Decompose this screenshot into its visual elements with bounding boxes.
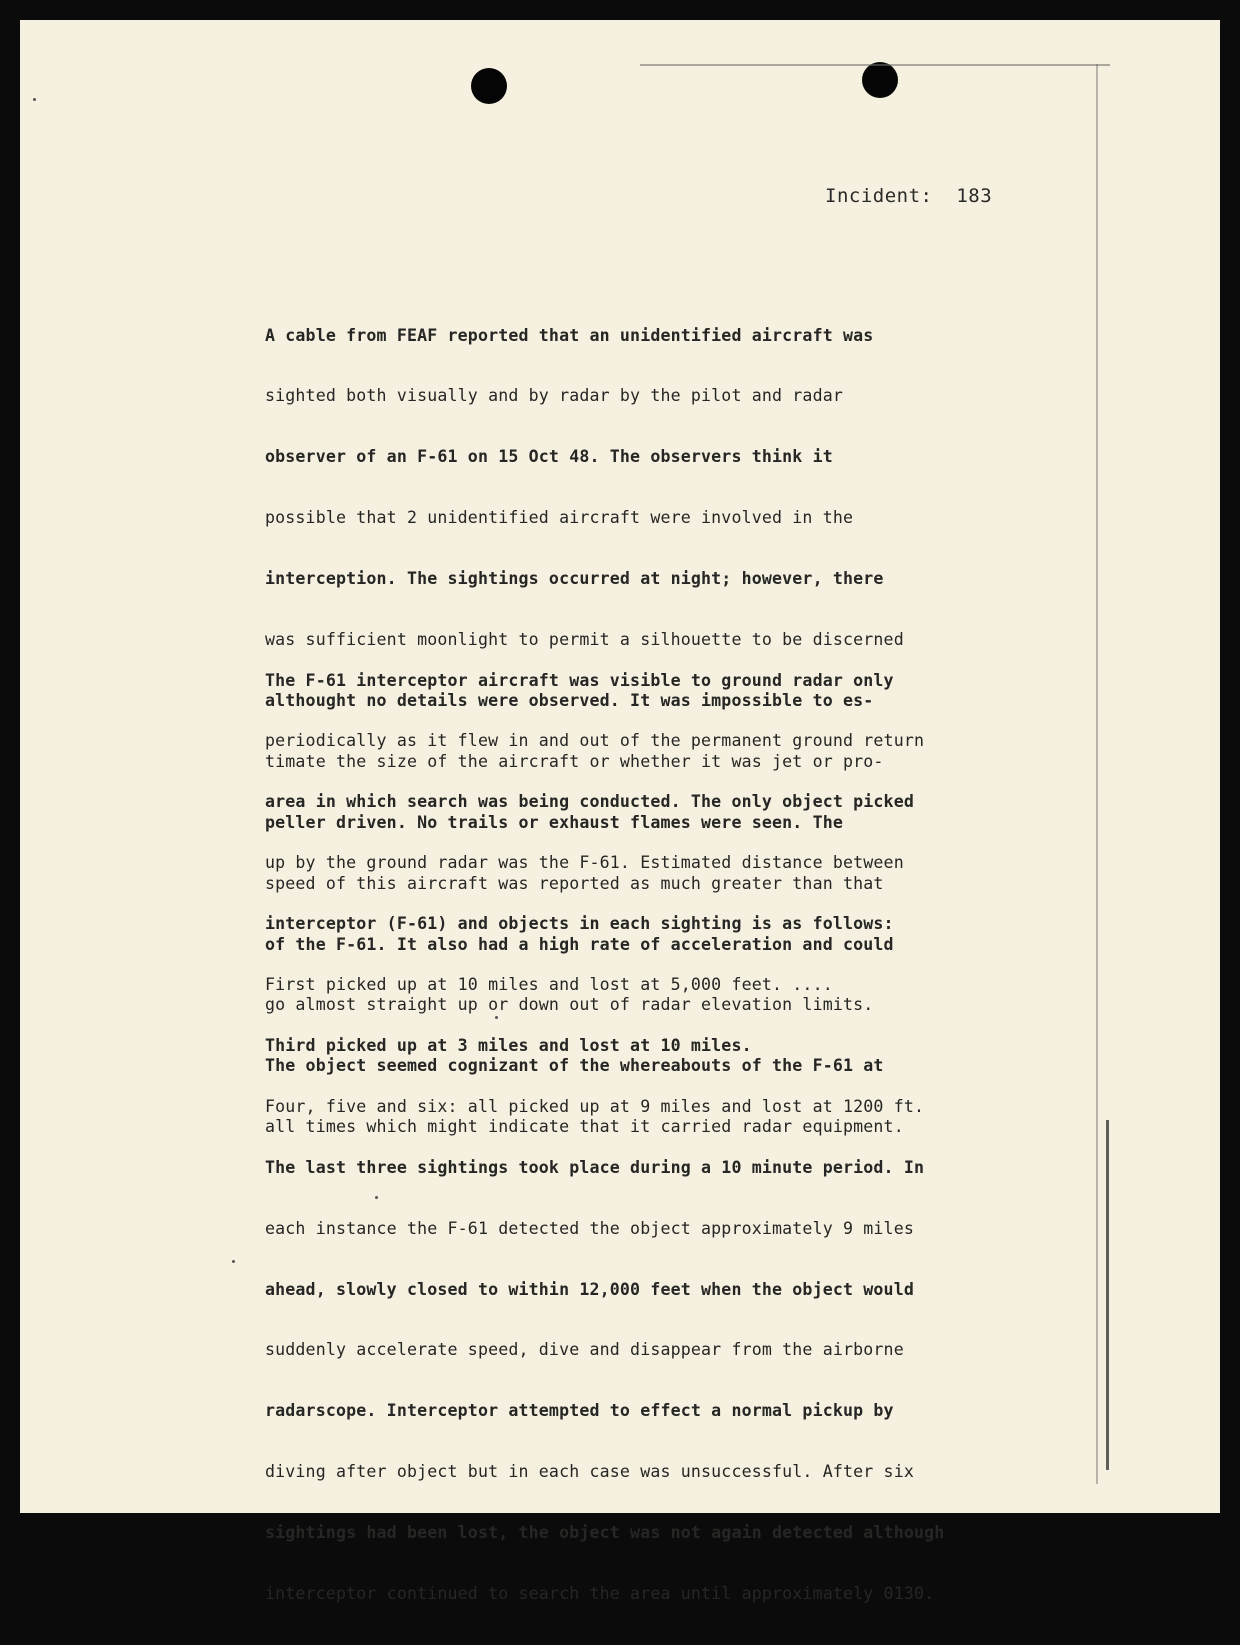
text-line: each instance the F-61 detected the object approximately 9 miles bbox=[265, 1218, 914, 1238]
text-line: of the F-61. It also had a high rate of acceleration and could bbox=[265, 934, 894, 954]
text-line: all times which might indicate that it carried radar equipment. bbox=[265, 1117, 904, 1137]
paper-edge-shadow bbox=[640, 64, 1110, 66]
text-line: sightings had been lost, the object was not again detected although bbox=[265, 1523, 945, 1543]
document-page bbox=[20, 20, 1220, 1603]
text-line: diving after object but in each case was unsuccessful. After six bbox=[265, 1462, 914, 1482]
text-line: Four, five and six: all picked up at 9 miles and lost at 1200 ft. bbox=[265, 1096, 925, 1116]
text-line: First picked up at 10 miles and lost at 5,000 feet. .... bbox=[265, 975, 833, 995]
text-line: periodically as it flew in and out of the permanent ground return bbox=[265, 731, 925, 751]
paper-speck bbox=[33, 98, 36, 101]
incident-label: Incident: bbox=[825, 185, 933, 207]
text-line: was sufficient moonlight to permit a silhouette to be discerned bbox=[265, 630, 904, 650]
text-line: althought no details were observed. It was impossible to es- bbox=[265, 690, 874, 710]
paper-edge-shadow bbox=[1106, 1120, 1109, 1470]
text-line: suddenly accelerate speed, dive and disappear from the airborne bbox=[265, 1340, 904, 1360]
punch-hole bbox=[471, 68, 507, 104]
text-line: area in which search was being conducted. The only object picked bbox=[265, 792, 914, 812]
incident-number: 183 bbox=[956, 185, 993, 207]
text-line: timate the size of the aircraft or whether it was jet or pro- bbox=[265, 751, 884, 771]
text-line: The last three sightings took place during a 10 minute period. In bbox=[265, 1157, 925, 1177]
text-line: Third picked up at 3 miles and lost at 10 miles. bbox=[265, 1035, 752, 1055]
text-line: sighted both visually and by radar by the pilot and radar bbox=[265, 386, 843, 406]
punch-hole bbox=[862, 62, 898, 98]
text-line: A cable from FEAF reported that an unidentified aircraft was bbox=[265, 325, 874, 345]
text-line: observer of an F-61 on 15 Oct 48. The observers think it bbox=[265, 447, 833, 467]
text-line: The F-61 interceptor aircraft was visible to ground radar only bbox=[265, 670, 894, 690]
text-line: radarscope. Interceptor attempted to effect a normal pickup by bbox=[265, 1401, 894, 1421]
text-line: up by the ground radar was the F-61. Estimated distance between bbox=[265, 853, 904, 873]
text-line: interception. The sightings occurred at night; however, there bbox=[265, 569, 884, 589]
text-line: peller driven. No trails or exhaust flames were seen. The bbox=[265, 812, 843, 832]
paper-speck bbox=[232, 1260, 235, 1263]
text-line: ahead, slowly closed to within 12,000 feet when the object would bbox=[265, 1279, 914, 1299]
text-line: possible that 2 unidentified aircraft were involved in the bbox=[265, 508, 854, 528]
body-paragraph-2 bbox=[265, 630, 995, 1645]
paper-edge-shadow bbox=[1096, 64, 1098, 1484]
text-line: speed of this aircraft was reported as much greater than that bbox=[265, 873, 884, 893]
text-line: go almost straight up or down out of radar elevation limits. bbox=[265, 995, 874, 1015]
text-line: interceptor (F-61) and objects in each sighting is as follows: bbox=[265, 914, 894, 934]
text-line: The object seemed cognizant of the whereabouts of the F-61 at bbox=[265, 1056, 884, 1076]
incident-header bbox=[825, 185, 992, 207]
text-line: interceptor continued to search the area until approximately 0130. bbox=[265, 1583, 935, 1603]
